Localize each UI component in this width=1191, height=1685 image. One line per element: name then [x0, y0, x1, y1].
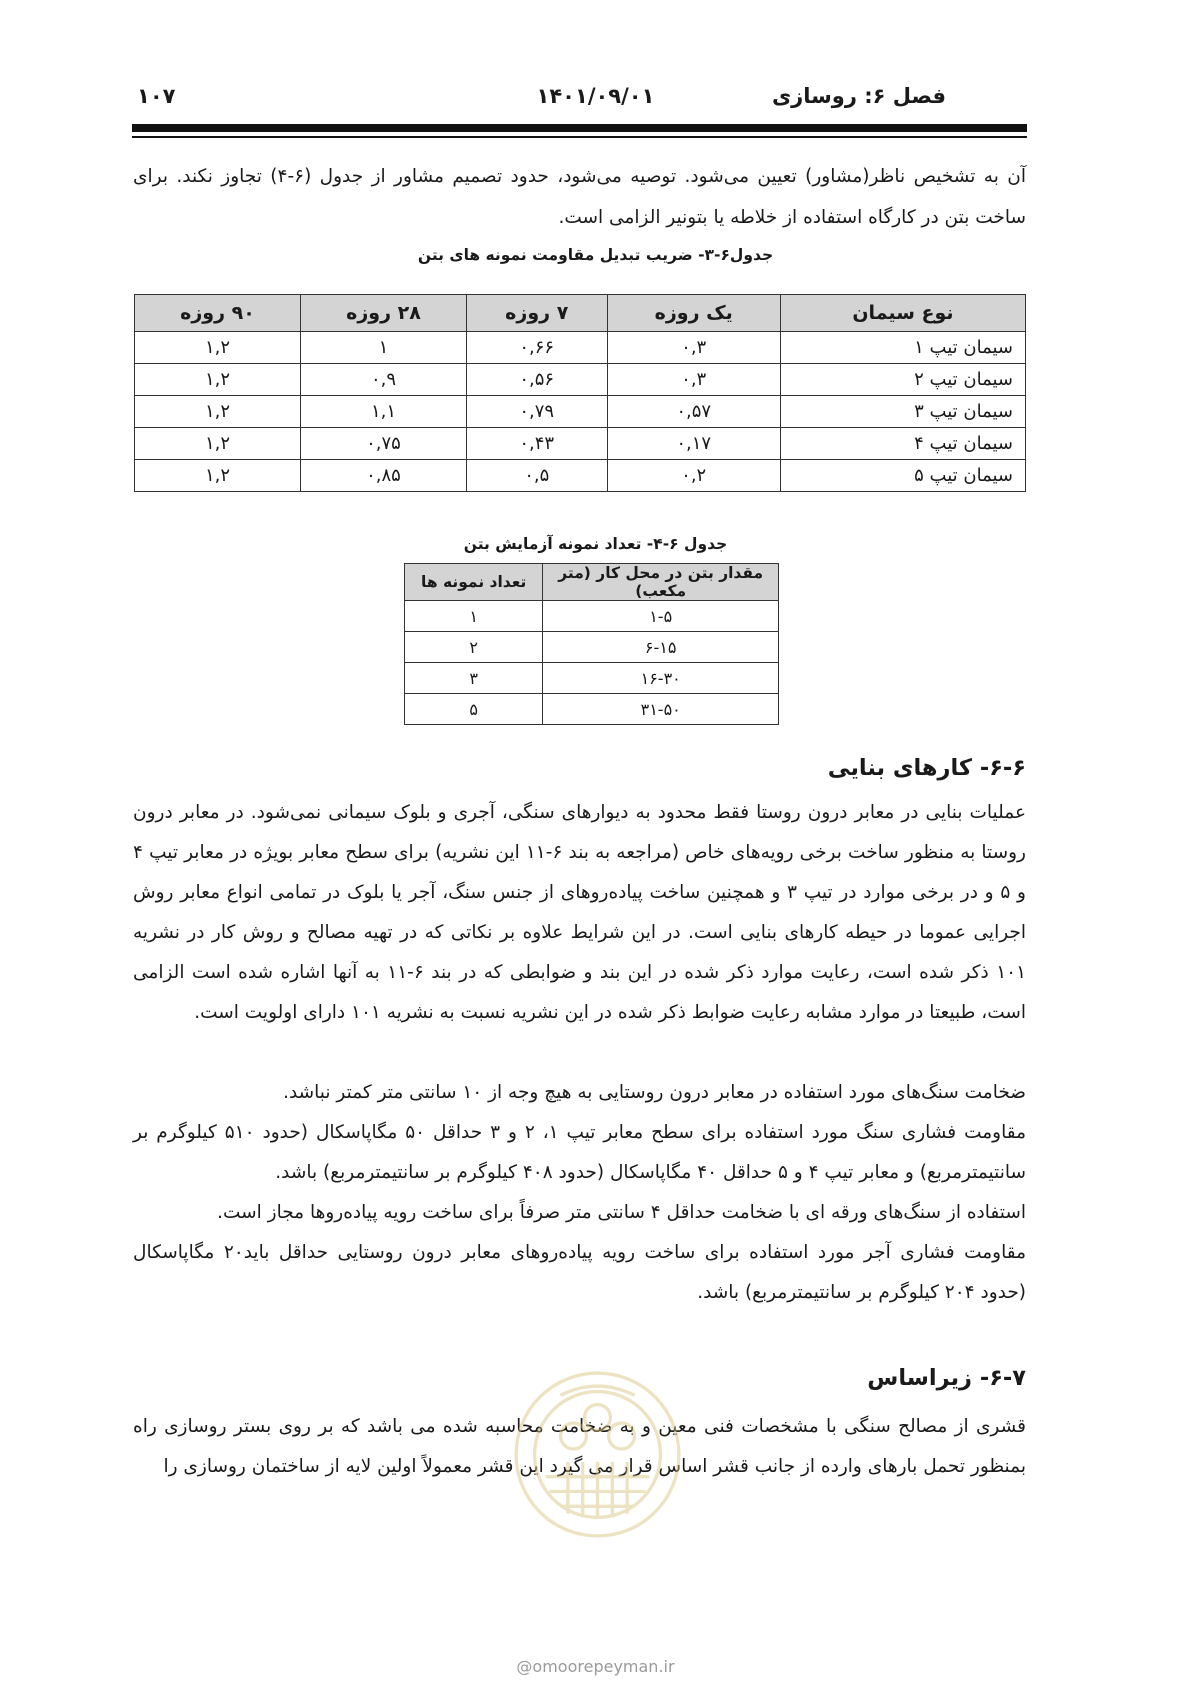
column-header: ۷ روزه — [466, 295, 607, 332]
stone-strength-paragraph: مقاومت فشاری سنگ مورد استفاده برای سطح معابر تیپ ۱، ۲ و ۳ حداقل ۵۰ مگاپاسکال (حدود ۵۱۰ کیلوگرم بر سانتیمترمربع) و معابر تیپ ۴ و ۵ حداقل ۴۰ مگاپاسکال (حدود ۴۰۸ کیلوگرم بر سانتیمترمربع) باشد. — [133, 1122, 1026, 1183]
table-cell: ۱ — [301, 332, 467, 364]
table-cell: ۰,۶۶ — [466, 332, 607, 364]
table-cell: ۰,۳ — [607, 332, 780, 364]
table-cell: ۰,۱۷ — [607, 428, 780, 460]
table-row — [135, 396, 1026, 428]
table-row — [405, 632, 779, 663]
cement-conversion-table — [134, 294, 1026, 492]
table-cell: سیمان تیپ ۳ — [780, 396, 1025, 428]
table-cell: ۱,۲ — [135, 460, 301, 492]
concrete-sample-table — [404, 563, 779, 725]
table2-caption: جدول ۶-۴- تعداد نمونه آزمایش بتن — [463, 535, 728, 553]
table-cell: ۲ — [405, 632, 543, 663]
table-cell: ۰,۲ — [607, 460, 780, 492]
brick-strength-paragraph: مقاومت فشاری آجر مورد استفاده برای ساخت رویه پیاده‌روهای معابر درون روستایی حداقل باید۲۰ مگاپاسکال (حدود ۲۰۴ کیلوگرم بر سانتیمترمربع) باشد. — [133, 1242, 1026, 1303]
column-header: تعداد نمونه ها — [405, 564, 543, 601]
table-cell: ۳۱-۵۰ — [543, 694, 779, 725]
table-cell: ۵ — [405, 694, 543, 725]
table-row — [135, 460, 1026, 492]
table-row — [135, 428, 1026, 460]
column-header: ۹۰ روزه — [135, 295, 301, 332]
header-rule-thin — [132, 136, 1027, 138]
section-heading-masonry: ۶-۶- کارهای بنایی — [827, 755, 1026, 781]
table-cell: ۰,۸۵ — [301, 460, 467, 492]
table-row — [135, 332, 1026, 364]
table-cell: ۱,۲ — [135, 428, 301, 460]
watermark-text: @omoorepeyman.ir — [516, 1657, 675, 1676]
subbase-paragraph: قشری از مصالح سنگی با مشخصات فنی معین و به ضخامت محاسبه شده می باشد که بر روی بستر روسازی راه بمنظور تحمل بارهای وارده از جانب قشر اساس قرار می گیرد این قشر معمولاً اولین لایه از ساختمان روسازی را — [133, 1416, 1026, 1477]
table1-caption: جدول۶-۳- ضریب تبدیل مقاومت نمونه های بتن — [417, 246, 774, 264]
table-cell: ۰,۵ — [466, 460, 607, 492]
masonry-paragraph: عملیات بنایی در معابر درون روستا فقط محدود به دیوارهای سنگی، آجری و بلوک سیمانی نمی‌شود. در معابر درون روستا به منظور ساخت برخی رویه‌های خاص (مراجعه به بند ۶-۱۱ این نشریه) برای سطح معابر بویژه در معابر تیپ ۴ و ۵ و در برخی موارد در تیپ ۳ و همچنین ساخت پیاده‌روهای از جنس سنگ، آجر یا بلوک در تمامی انواع معابر روش اجرایی عموما در حیطه کارهای بنایی است. در این شرایط علاوه بر نکاتی که در تهیه مصالح و روش کار در نشریه ۱۰۱ ذکر شده است، رعایت موارد ذکر شده در این بند و ضوابطی که در بند ۶-۱۱ به آنها اشاره شده است الزامی است، طبیعتا در موارد مشابه رعایت ضوابط ذکر شده در این نشریه نسبت به نشریه ۱۰۱ دارای اولویت است. — [133, 802, 1027, 1023]
column-header: یک روزه — [607, 295, 780, 332]
table-header-row — [405, 564, 779, 601]
table-cell: ۶-۱۵ — [543, 632, 779, 663]
table-cell: ۰,۷۹ — [466, 396, 607, 428]
stone-thickness-line: ضخامت سنگ‌های مورد استفاده در معابر درون روستایی به هیچ وجه از ۱۰ سانتی متر کمتر نباشد. — [283, 1082, 1026, 1103]
table-row — [405, 601, 779, 632]
column-header: مقدار بتن در محل کار (متر مکعب) — [543, 564, 779, 601]
table-cell: ۱۶-۳۰ — [543, 663, 779, 694]
table-row — [135, 364, 1026, 396]
intro-line-1: آن به تشخیص ناظر(مشاور) تعیین می‌شود. توصیه می‌شود، حدود تصمیم مشاور از جدول (۶-۴) تجاوز نکند. برای — [133, 166, 1026, 187]
table-cell: سیمان تیپ ۲ — [780, 364, 1025, 396]
table-cell: ۱,۲ — [135, 396, 301, 428]
table-cell: ۰,۷۵ — [301, 428, 467, 460]
table-cell: ۱-۵ — [543, 601, 779, 632]
table-cell: ۰,۵۶ — [466, 364, 607, 396]
column-header: نوع سیمان — [780, 295, 1025, 332]
header-date: ۱۴۰۱/۰۹/۰۱ — [536, 84, 655, 108]
table-cell: ۱,۲ — [135, 364, 301, 396]
table-cell: سیمان تیپ ۵ — [780, 460, 1025, 492]
header-rule-thick — [132, 124, 1027, 132]
page-number: ۱۰۷ — [137, 84, 176, 108]
table-cell: ۰,۳ — [607, 364, 780, 396]
table-cell: ۱ — [405, 601, 543, 632]
table-cell: ۰,۹ — [301, 364, 467, 396]
slab-stone-line: استفاده از سنگ‌های ورقه ای با ضخامت حداقل ۴ سانتی متر صرفاً برای ساخت رویه پیاده‌روها مجاز است. — [217, 1202, 1026, 1223]
chapter-title: فصل ۶: روسازی — [771, 84, 946, 108]
table-cell: ۱,۲ — [135, 332, 301, 364]
table-cell: ۰,۵۷ — [607, 396, 780, 428]
table-cell: سیمان تیپ ۴ — [780, 428, 1025, 460]
table-cell: ۰,۴۳ — [466, 428, 607, 460]
table-cell: ۱,۱ — [301, 396, 467, 428]
section-heading-subbase: ۶-۷- زیراساس — [867, 1365, 1026, 1391]
table-row — [405, 694, 779, 725]
watermark-seal — [505, 1362, 690, 1547]
table-row — [405, 663, 779, 694]
table-cell: سیمان تیپ ۱ — [780, 332, 1025, 364]
table-cell: ۳ — [405, 663, 543, 694]
table-header-row — [135, 295, 1026, 332]
intro-line-2: ساخت بتن در کارگاه استفاده از خلاطه یا بتونیر الزامی است. — [558, 207, 1026, 228]
column-header: ۲۸ روزه — [301, 295, 467, 332]
